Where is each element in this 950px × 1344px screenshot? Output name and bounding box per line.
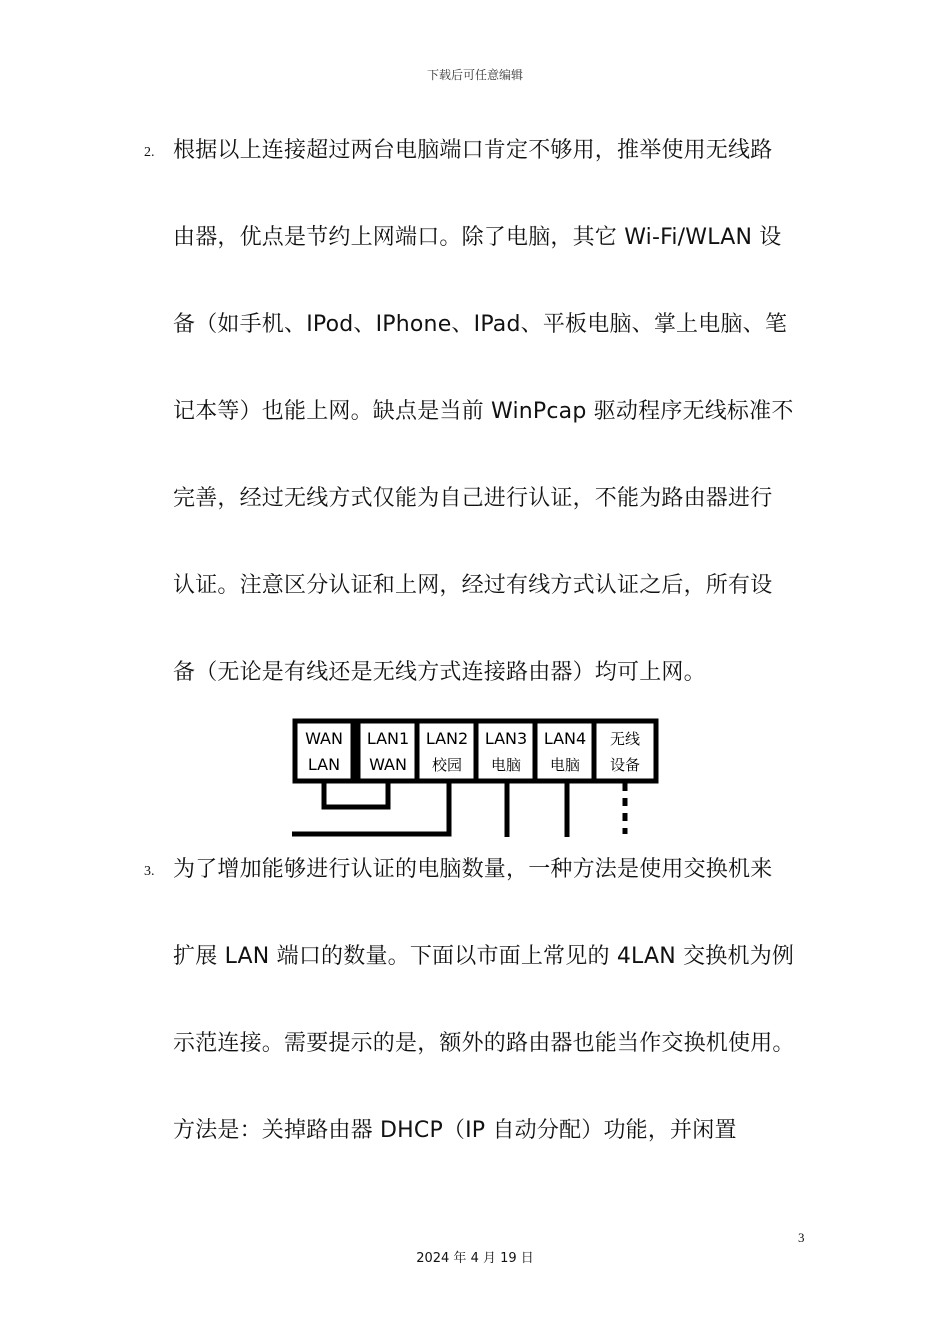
port-box-lan2 xyxy=(417,721,476,781)
port-label-bottom: 设备 xyxy=(609,756,641,774)
paragraph-line: 备（无论是有线还是无线方式连接路由器）均可上网。 xyxy=(173,660,706,685)
paragraph-line: 方法是：关掉路由器 DHCP（IP 自动分配）功能，并闲置 xyxy=(173,1118,737,1143)
port-label-bottom: 校园 xyxy=(431,756,463,774)
router-port-diagram xyxy=(290,716,662,840)
port-label-bottom: 电脑 xyxy=(490,756,522,774)
paragraph-line: 备（如手机、IPod、IPhone、IPad、平板电脑、掌上电脑、笔 xyxy=(173,312,788,337)
page-footer-date: 2024 年 4 月 19 日 xyxy=(416,1251,534,1266)
port-label-top: LAN1 xyxy=(366,729,410,748)
port-label-top: LAN4 xyxy=(543,729,587,748)
paragraph-line: 记本等）也能上网。缺点是当前 WinPcap 驱动程序无线标准不 xyxy=(173,399,794,424)
port-box-wan-lan xyxy=(295,721,353,781)
item-number: 2. xyxy=(144,145,155,160)
paragraph-line: 示范连接。需要提示的是，额外的路由器也能当作交换机使用。 xyxy=(173,1031,795,1056)
port-label-bottom: 电脑 xyxy=(549,756,581,774)
paragraph-line: 根据以上连接超过两台电脑端口肯定不够用，推举使用无线路 xyxy=(173,138,773,163)
paragraph-line: 由器，优点是节约上网端口。除了电脑，其它 Wi-Fi/WLAN 设 xyxy=(173,225,782,250)
port-box-lan4 xyxy=(535,721,594,781)
paragraph-line: 认证。注意区分认证和上网，经过有线方式认证之后，所有设 xyxy=(173,573,773,598)
paragraph-line: 扩展 LAN 端口的数量。下面以市面上常见的 4LAN 交换机为例 xyxy=(173,944,795,969)
port-label-top: LAN3 xyxy=(484,729,528,748)
port-label-bottom: WAN xyxy=(369,755,407,774)
port-label-top: WAN xyxy=(305,729,343,748)
item-number: 3. xyxy=(144,864,155,879)
port-label-top: LAN2 xyxy=(425,729,469,748)
paragraph-line: 完善，经过无线方式仅能为自己进行认证，不能为路由器进行 xyxy=(173,486,773,511)
port-box-lan3 xyxy=(476,721,535,781)
port-label-top: 无线 xyxy=(609,730,641,748)
port-label-bottom: LAN xyxy=(307,755,341,774)
paragraph-line: 为了增加能够进行认证的电脑数量，一种方法是使用交换机来 xyxy=(173,857,773,882)
page-header: 下载后可任意编辑 xyxy=(426,68,523,82)
port-box-wireless xyxy=(594,721,656,781)
loopback-cable xyxy=(324,781,388,807)
page-number: 3 xyxy=(798,1230,805,1245)
port-box-lan1 xyxy=(358,721,417,781)
